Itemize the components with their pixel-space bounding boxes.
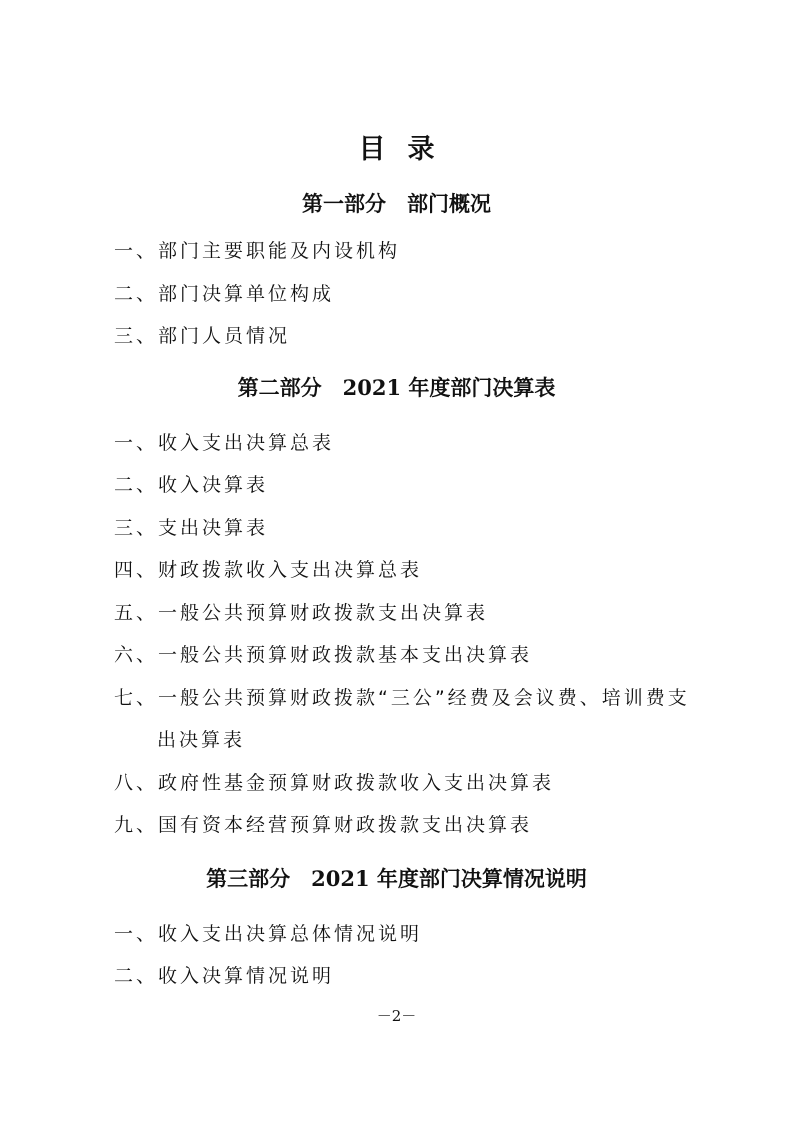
title-char-1: 目 xyxy=(358,134,386,165)
toc-item: 二、收入决算表 xyxy=(114,474,269,496)
toc-item: 五、一般公共预算财政拨款支出决算表 xyxy=(114,602,489,624)
title-char-2: 录 xyxy=(407,134,435,165)
toc-item: 一、部门主要职能及内设机构 xyxy=(114,240,401,262)
part3-heading: 第三部分 2021 年度部门决算情况说明 xyxy=(206,866,587,891)
part1-heading: 第一部分 部门概况 xyxy=(302,191,491,216)
toc-item: 三、支出决算表 xyxy=(114,517,269,539)
toc-item: 四、财政拨款收入支出决算总表 xyxy=(114,559,423,581)
toc-item: 九、国有资本经营预算财政拨款支出决算表 xyxy=(114,814,533,836)
toc-item: 一、收入支出决算总表 xyxy=(114,432,335,454)
toc-item-continuation: 出决算表 xyxy=(157,729,246,751)
page-title xyxy=(0,132,793,168)
part2-heading: 第二部分 2021 年度部门决算表 xyxy=(237,375,556,400)
toc-item: 二、收入决算情况说明 xyxy=(114,965,335,987)
toc-item: 一、收入支出决算总体情况说明 xyxy=(114,923,423,945)
page-number: －2－ xyxy=(376,1007,417,1025)
toc-item: 八、政府性基金预算财政拨款收入支出决算表 xyxy=(114,772,555,794)
toc-item: 六、一般公共预算财政拨款基本支出决算表 xyxy=(114,644,533,666)
toc-item: 二、部门决算单位构成 xyxy=(114,283,335,305)
toc-item: 三、部门人员情况 xyxy=(114,325,291,347)
toc-item: 七、一般公共预算财政拨款“三公”经费及会议费、培训费支 xyxy=(114,687,690,709)
